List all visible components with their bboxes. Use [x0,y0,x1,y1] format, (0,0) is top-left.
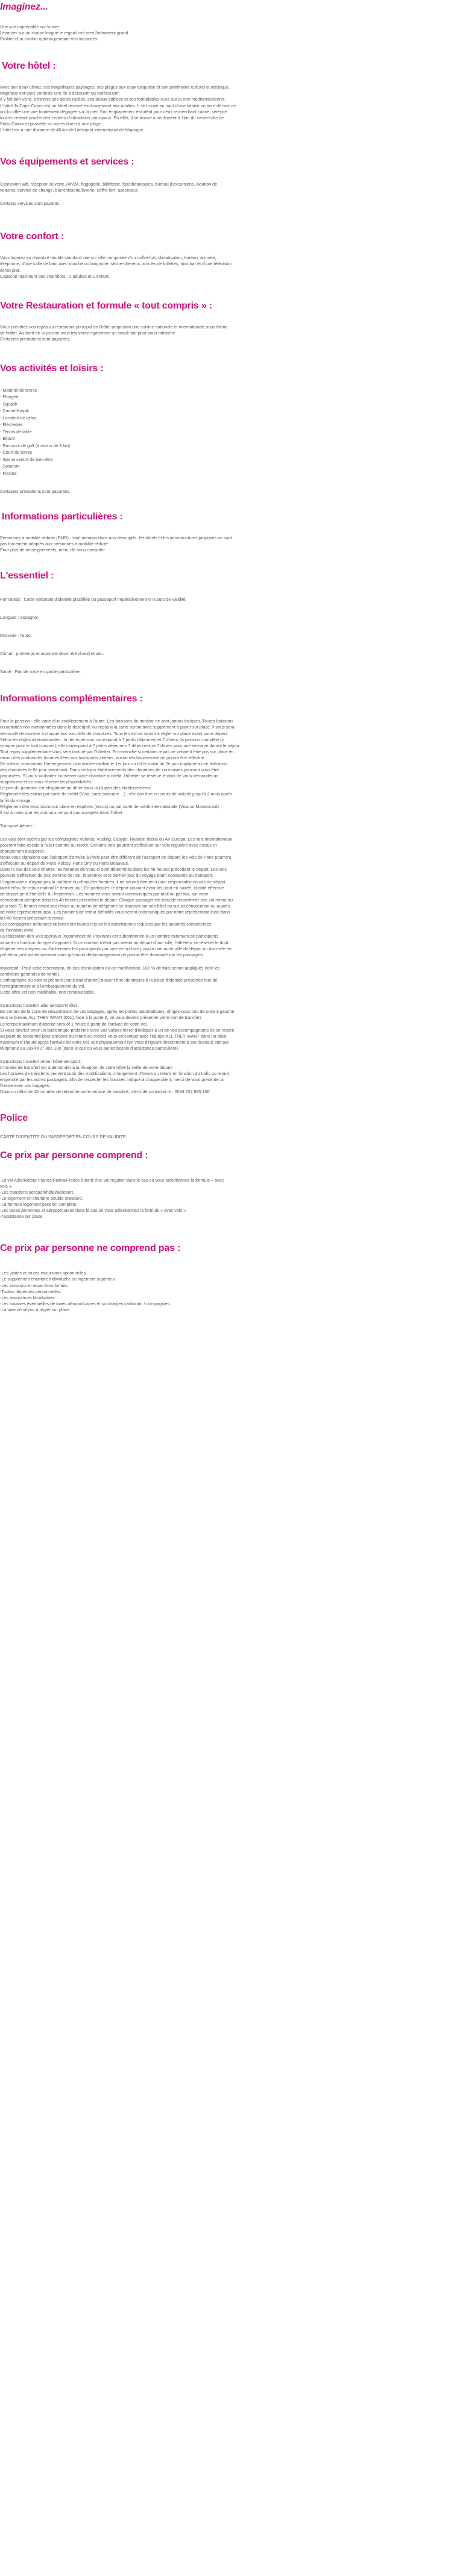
complementaires-line: la fin du voyage. [0,797,32,803]
restauration-title: Votre Restauration et formule « tout compris » : [0,300,212,311]
confort-line: Capacité maximum des chambres : 2 adultes et 1 enfant. [0,273,110,279]
transfert-retour-line: L'horaire de transfert est à demander à la réception de votre hôtel la veille de votre départ. [0,1065,174,1071]
transport-line: s'effectuer au départ de Paris Roissy, Paris Orly ou Paris Beauvais. [0,860,130,867]
imaginez-line: Une vue imprenable sur la mer [0,24,60,30]
hotel-line: Porto Colom et possède un accès direct à une plage. [0,121,102,127]
transfert-aller-line: au point de rencontre pour prévenir du retard ou mettez-vous en contact avec l'équipe ALL THEY WANT dans un délai [0,1033,227,1039]
important-line: Cette offre est non modifiable, non remboursable. [0,989,95,995]
comprend-item: -Les taxes aériennes et aéroportuaires dans le cas où vous sélectionnez la formule « avec vols ». [0,1208,188,1214]
section-particulieres [0,511,439,553]
hotel-line: tout en restant proche des centres d'attractions principaux. En effet, il se trouve à seulement à 2km du centre-ville de [0,114,224,121]
confort-line: téléphone, d'une salle de bain avec douche ou baignoire, sèche-cheveux, articles de toilettes, mini bar et d'une télévision [0,261,232,267]
section-complementaires [0,693,439,1095]
activite-item: - Billard [0,436,15,442]
police-title: Police [0,1112,28,1123]
particulieres-line: Personnes à mobilité réduite (PMR) : sauf mention dans nos descriptifs, les hôtels et les infrastructures proposés ne sont [0,534,232,541]
hotel-line: qui lui offre une vue totalement dégagée sur la mer. Son emplacement est idéal pour ceux recherchant calme, sérénité [0,108,227,114]
imaginez-lines [0,24,439,42]
transport-line: La réalisation des vols spéciaux (notamment de Province) est subordonnée à un nombre minimum de participants [0,933,218,939]
transport-line: de l'aviation civile. [0,927,35,933]
confort-line: Vous logerez en chambre double standard vue sur ville composée d'un coffre-fort, climatisation, bureau, armoire, [0,255,216,261]
complementaires-line: compris pour le tout compris), elle correspond à 7 petits déjeuners 7 déjeuners et 7 dîners pour une semaine durant le séjour. [0,742,241,748]
ne-comprend-item: -Les assurances facultatives. [0,1294,56,1300]
complementaires-line: supplément et ce sous réserve de disponibilités. [0,779,93,785]
complementaires-line: Règlement des excursions sur place en espèces (euros) ou par carte de crédit internationale (Visa ou Mastercard). [0,803,221,809]
transport-line: les 48 heures précédant le retour. [0,915,65,921]
activite-item: - Piscine [0,470,17,476]
transport-line: d'opérer des moyens ou d'acheminer les participants par voie de surface jusqu'à une autre ville de départ ou d'arrivée en [0,945,232,951]
section-ne-comprend [0,1243,439,1313]
hotel-description [0,84,439,133]
essentiel-title: L'essentiel : [0,570,54,581]
equipements-note: Certains services sont payants [0,201,59,207]
ne-comprend-item: -La taxe de séjour à régler sur place. [0,1306,71,1312]
section-imaginez [0,1,439,42]
important-line: L'orthographe du nom et prénom (sans trait d'union) doivent être identiques à la pièce d'identité présentée lors de [0,977,218,983]
transfert-retour-line: Instructions transfert retour hôtel-aéroport : [0,1059,83,1064]
restauration-line: Certaines prestations sont payantes. [0,336,71,342]
transport-line: de départ peut être celle du lendemain. Les horaires vous seront communiqués par mail ou par fax, sur votre [0,891,209,897]
comprend-item: -l'assistance sur place. [0,1214,44,1220]
section-activites [0,363,439,495]
transport-line: de notre représentant local. Les horaires de retour définitifs vous seront communiqués par notre représentant local dans [0,909,230,915]
transfert-retour-line: engendré par les autres passagers. Afin de respecter les horaires indiqué à chaque client, merci de vous présenter à [0,1077,224,1083]
section-equipements [0,156,439,207]
ne-comprend-item: -Les hausses éventuelles de taxes aéroportuaires et surcharges carburant / compagnies. [0,1300,171,1306]
section-essentiel [0,570,439,675]
important-line: conditions générales de vente). [0,971,60,977]
transfert-aller-line: En sortant de la zone de récupération de vos bagages, après les portes automatiques, dirigez-vous tout de suite à gauche [0,1009,235,1015]
ne-comprend-item: -Toutes dépenses personnelles. [0,1288,61,1294]
essentiel-langues: Langues : espagnol. [0,614,39,620]
particulieres-line: Pour plus de renseignements, merci de nous consulter. [0,547,106,553]
comprend-item: -Le logement en chambre double standard. [0,1195,83,1201]
complementaires-line: De même, concernant l'hébergement, une arrivée tardive le 1er jour ou tôt le matin du 2e jour impliquera une libération [0,760,227,766]
comprend-title: Ce prix par personne comprend : [0,1150,148,1161]
section-police [0,1112,439,1140]
comprend-item: vols ». [0,1183,13,1189]
complementaires-line: Selon les règles internationales : la demi-pension correspond à 7 petits déjeuners et 7 dîners, la pension complète (y [0,736,224,742]
police-text: CARTE D'IDENTITE OU PASSEPORT EN COURS DE VALIDITE. [0,1133,127,1139]
complementaires-line: demandé de montrer à chaque fois vos clefs de chambres. Tous les extras seront à régler sur place avant votre départ. [0,730,228,736]
transport-line: Les compagnies aériennes utilisées ont toutes reçues les autorisations requises par les autorités compétentes [0,921,212,927]
activites-title: Vos activités et loisirs : [0,363,104,374]
transport-line: peuvent s'effectuer de jour comme de nuit, le premier et le dernier jour du voyage étant consacrés au transport. [0,873,213,879]
imaginez-title: Imaginez... [0,2,48,12]
comprend-item: -La formule logement pension complète. [0,1202,78,1208]
transport-line: pourront faire escale à l'aller comme au retour. Certains vols pourront s'effectuer sur vols réguliers avec escale et [0,842,217,848]
comprend-item: -Le vol Aller/Retour France/Palma/France à bord d'un vol régulier dans le cas où vous sélectionnez la formule « avec [0,1177,224,1183]
complementaires-line: proposées. Si vous souhaitez conserver votre chambre au-delà, l'hôtelier se réserve le droit de vous demander un [0,773,219,779]
hotel-line: Majorque est sans conteste une île à découvrir ou redécouvrir. [0,90,120,96]
activite-item: - Matériel de tennis [0,387,37,393]
hotel-line: L'hôtel Js Cape Colom est un hôtel réservé exclusivement aux adultes. Il se trouve en haut d'une falaise en bord de mer ce [0,102,236,108]
hotel-title: Votre hôtel : [2,61,56,72]
restauration-line: Vous prendrez vos repas au restaurant principal de l'hôtel proposant une cuisine nationale et internationale sous forme [0,324,228,330]
important-line: Important : Pour cette réservation, en cas d'annulation ou de modification, 100 % de frais seront appliqués (voir les [0,965,220,971]
ne-comprend-item: -Les visites et toutes excursions optionnelles. [0,1270,87,1276]
particulieres-line: pas forcément adaptés aux personnes à mobilité réduite. [0,541,109,547]
complementaires-line: Le port du pantalon est obligatoire au dîner dans la plupart des établissements. [0,785,152,791]
comprend-item: -Les transferts aéroport/hôtel/aéroport. [0,1189,75,1195]
transport-line: pré et/ou post acheminement sans qu'aucun dédommagement ne puisse être demandé par les passagers. [0,951,204,957]
section-hotel [0,60,439,133]
equipements-line: voitures, service de change, blanchisserie/laverie, coffre-fort, ascenseur. [0,187,139,193]
transport-title: Transport Aérien : [0,823,34,829]
ne-comprend-item: -Le supplément chambre individuelle ou logement supérieur. [0,1276,116,1282]
transfert-retour-line: l'heure avec vos bagages. [0,1083,51,1089]
ne-comprend-item: -Les boissons et repas hors forfaits. [0,1282,69,1288]
transport-line: changement d'appareil. [0,848,45,854]
complementaires-line: Tout repas supplémentaire vous sera facturé par l'hôtelier. En revanche si certains repas ne peuvent être pris sur place en [0,748,234,754]
complementaires-line: Pour la pension : elle varie d'un établissement à l'autre. Les boissons du minibar ne sont jamais incluses. Toutes boissons [0,718,233,724]
transport-line: plus tard 72 heures avant son retour au numéro de téléphone se trouvant sur son billet ou sur sa convocation ou auprès [0,903,230,909]
essentiel-climat: Climat : printemps et automne doux, été chaud et sec. [0,651,104,657]
essentiel-sante: Santé : Pas de mise en garde particulière. [0,669,81,675]
complementaires-line: raison des contraintes horaires liées aux transports aériens, aucun remboursement ne pourra être effectué. [0,754,206,760]
transport-line: Les vols sont opérés par les compagnies Volotea, Vueling, Easyjet, Ryanair, Iberia ou Air Europa. Les vols internationaux [0,836,232,842]
activite-item: - Parcours de golf (à moins de 3 km) [0,442,71,448]
transfert-aller-line: Le temps maximum d'attente sera of 1 heure à partir de l'arrivée de votre vol. [0,1021,148,1027]
transport-line: tardif et/ou de retour matinal le dernier jour. En particulier, le départ pouvant avoir lieu tard en soirée, la date effective [0,885,224,891]
complementaires-line: des chambres le 8e jour avant midi. Dans certains établissements des chambres de courtoisies pourront vous être [0,767,219,773]
transfert-aller-line: Instructions transfert aller aéroport-hôtel : [0,1003,80,1009]
complementaires-line: ou activités non mentionnées dans le descriptif, ou repas à la carte seront avec supplément à payer sur place. Il vous sera [0,724,235,730]
imaginez-line: Profiter d'un confort optimal pendant vos vacances [0,36,98,42]
hotel-line: Il y fait bon vivre, à travers ses belles ruelles, ses beaux édifices et ses formidables vues sur la mer méditerranéenne. [0,96,225,102]
transfert-aller-line: Si vous devriez avoir un quelconque problème avec vos valises merci d'indiquer à un de vos accompagnants de se rendre [0,1027,235,1033]
equipements-title: Vos équipements et services : [0,157,134,168]
complementaires-line: Il est à noter que les animaux ne sont pas acceptés dans l'hôtel. [0,809,123,815]
hotel-line: L'hôtel est à une distance de 48 km de l'aéroport international de Majorque. [0,127,145,133]
essentiel-formalites: Formalités : Carte nationale d'identité plastifiée ou passeport impérativement en cours de validité. [0,596,187,602]
activite-item: - Location de vélos [0,415,37,421]
section-restauration [0,300,439,342]
section-confort [0,231,439,279]
equipements-line: Connexion wifi, réception ouverte 24h/24, bagagerie, billetterie, fax/photocopies, bureau d'excursions, location de [0,181,218,187]
activite-item: - Solarium [0,463,20,469]
imaginez-line: Lézarder sur un chaise longue le regard rivé vers l'infiniment grand [0,30,128,36]
activite-item: - Canoe-Kayak [0,408,29,414]
transfert-retour-line: Les horaires de transferts peuvent subir des modifications, changement d'heure ou retard en fonction du trafic ou retard [0,1071,229,1077]
activite-item: - Squash [0,401,17,407]
transfert-retour-line: Dans un délai de 15 minutes de retard de votre service de transfert, merci de contacter le : 0034 627 895 100. [0,1089,211,1095]
activite-item: - Plongée [0,394,19,400]
hotel-line: Avec son doux climat, ses magnifiques paysages, ses plages aux eaux turquoise et son patrimoine culturel et artistique, [0,84,230,90]
ne-comprend-title: Ce prix par personne ne comprend pas : [0,1243,181,1254]
confort-title: Votre confort : [0,231,65,242]
important-line: l'enregistrement et à l'embarquement du vol. [0,983,86,989]
activite-item: - Fléchettes [0,422,23,428]
transport-line: Nous vous signalons que l'aéroport d'arrivée à Paris peut être différent de l'aéroport de départ, les vols de Paris pourront [0,854,232,860]
restauration-line: de buffet. Au bord de la piscine vous trouverez également un snack-bar pour vous rafraichir. [0,330,176,336]
transfert-aller-line: maximum d'1heure après l'arrivée de votre vol, soit physiquement (en vous dirigeant directement à son bureau) soit par [0,1039,229,1045]
transfert-aller-line: téléphone au 0034 627 895 100 (dans le cas où vous auriez besoin d'assistance particulière). [0,1045,180,1051]
transport-line: variant en fonction du type d'appareil. Si ce nombre n'était pas atteint au départ d'une ville, l'affréteur se réserve le droit [0,939,228,945]
confort-line: écran plat. [0,267,20,273]
complementaires-title: Informations complémentaires : [0,694,143,704]
transport-line: Dans le cas des vols charter, les horaires de vous-ci sont déterminés dans les 48 heures précédant le départ. Les vols [0,867,227,873]
transport-line: convocation aéroport dans les 48 heures précédent le départ. Chaque passager est tenu de reconfirmer son vol retour au [0,897,233,903]
complementaires-line: Règlement des extras par carte de crédit (Visa, carte bancaire ...) : elle doit être en cours de validité jusqu'à 2 mois après [0,791,232,797]
activites-note: Certaines prestations sont payantes. [0,489,71,495]
activites-list [0,387,439,477]
activite-item: - Court de tennis [0,450,33,456]
essentiel-monnaie: Monnaie : l'euro. [0,633,32,639]
activite-item: - Tennis de table [0,428,32,434]
transport-line: L'organisateur n'ayant pas la maîtrise du choix des horaires, il ne saurait être tenu pour responsable en cas de départ [0,879,225,885]
section-comprend [0,1150,439,1220]
activite-item: - Spa et centre de bien-être [0,456,53,462]
transfert-aller-line: vers le bureau ALL THEY WANT (061), face à la porte 2, où vous devrez présenter votre bon de transfert. [0,1015,203,1021]
particulieres-title: Informations particulières : [2,511,123,522]
